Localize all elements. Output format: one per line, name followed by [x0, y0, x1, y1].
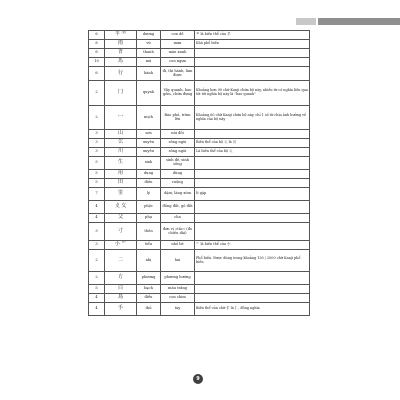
stroke-count-cell: 3 — [89, 241, 105, 250]
meaning-cell: sinh đẻ, sinh sống — [161, 157, 195, 170]
reading-cell: thốn — [137, 223, 161, 241]
kanji-character-cell: 二 — [105, 250, 137, 272]
table-row — [89, 201, 310, 214]
stroke-count-cell: 5 — [89, 170, 105, 179]
stroke-count-cell: 2 — [89, 106, 105, 130]
note-cell: Khá phổ biến — [195, 40, 310, 49]
kanji-character-cell: 用 — [105, 170, 137, 179]
meaning-cell: con ngựa — [161, 58, 195, 67]
stroke-count-cell: 6 — [89, 31, 105, 40]
table-row — [89, 157, 310, 170]
reading-cell: phương — [137, 272, 161, 285]
reading-cell: mịch — [137, 106, 161, 130]
note-cell: Biến thể của chữ 手 là 扌, đồng nghĩa — [195, 303, 310, 316]
kanji-character-cell: 父 — [105, 214, 137, 223]
reading-cell: thanh — [137, 49, 161, 58]
meaning-cell: tay — [161, 303, 195, 316]
kanji-character-cell: 攴 攵 — [105, 201, 137, 214]
note-cell — [195, 223, 310, 241]
table-row — [89, 81, 310, 106]
reading-cell: tiểu — [137, 241, 161, 250]
meaning-cell: phương hướng — [161, 272, 195, 285]
note-cell — [195, 294, 310, 303]
meaning-cell: ruộng — [161, 179, 195, 188]
note-cell — [195, 49, 310, 58]
meaning-cell: nhỏ bé — [161, 241, 195, 250]
meaning-cell: Bao phủ, trùm lên — [161, 106, 195, 130]
table-row — [89, 250, 310, 272]
reading-cell: xuyên — [137, 139, 161, 148]
stroke-count-cell: 3 — [89, 223, 105, 241]
kanji-character-cell: 白 — [105, 285, 137, 294]
meaning-cell: đồng đất, gõ đất — [161, 201, 195, 214]
reading-cell: phộc — [137, 201, 161, 214]
reading-cell: sơn — [137, 130, 161, 139]
meaning-cell: núi đồi — [161, 130, 195, 139]
stroke-count-cell: 7 — [89, 188, 105, 201]
table-row — [89, 31, 310, 40]
reading-cell: nhị — [137, 250, 161, 272]
meaning-cell: cha — [161, 214, 195, 223]
note-cell — [195, 201, 310, 214]
table-row — [89, 179, 310, 188]
kanji-character-cell: 小 ⺌ — [105, 241, 137, 250]
reading-cell: dụng — [137, 170, 161, 179]
table-row — [89, 241, 310, 250]
kanji-character-cell: 寸 — [105, 223, 137, 241]
note-cell — [195, 130, 310, 139]
note-cell — [195, 214, 310, 223]
kanji-character-cell: 鳥 — [105, 294, 137, 303]
note-cell — [195, 58, 310, 67]
kanji-character-cell: 手 — [105, 303, 137, 316]
header-tab-light — [296, 18, 316, 25]
meaning-cell: sông ngòi — [161, 148, 195, 157]
table-row — [89, 285, 310, 294]
reading-cell: lý — [137, 188, 161, 201]
kanji-character-cell: 巛 — [105, 139, 137, 148]
kanji-character-cell: 生 — [105, 157, 137, 170]
table-row — [89, 106, 310, 130]
table-row — [89, 223, 310, 241]
kanji-radical-table — [88, 30, 310, 316]
reading-cell: hành — [137, 67, 161, 81]
stroke-count-cell: 10 — [89, 58, 105, 67]
stroke-count-cell: 4 — [89, 201, 105, 214]
stroke-count-cell: 5 — [89, 285, 105, 294]
stroke-count-cell: 4 — [89, 303, 105, 316]
kanji-character-cell: 方 — [105, 272, 137, 285]
note-cell: Biến thể của bộ 巛 là 川 — [195, 139, 310, 148]
table-row — [89, 303, 310, 316]
meaning-cell: Vây quanh, bao gồm, chứa đựng — [161, 81, 195, 106]
stroke-count-cell: 5 — [89, 179, 105, 188]
meaning-cell: mưa — [161, 40, 195, 49]
meaning-cell: con dê — [161, 31, 195, 40]
note-cell: Khoảng 60 chữ Kanji chứa bộ này, chỉ 1 số từ chịu ảnh hưởng về nghĩa của bộ này — [195, 106, 310, 130]
meaning-cell: màu xanh — [161, 49, 195, 58]
reading-cell: thủ — [137, 303, 161, 316]
table-row — [89, 214, 310, 223]
kanji-character-cell: 馬 — [105, 58, 137, 67]
header-tabs — [0, 0, 400, 30]
meaning-cell: đơn vị «tấc» (đo chiều dài) — [161, 223, 195, 241]
note-cell — [195, 157, 310, 170]
table-row — [89, 272, 310, 285]
note-cell — [195, 179, 310, 188]
reading-cell: xuyên — [137, 148, 161, 157]
table-row — [89, 139, 310, 148]
note-cell: Là biến thể của bộ 巛 — [195, 148, 310, 157]
note-cell — [195, 285, 310, 294]
note-cell: ⺌ là biến thể của 小 — [195, 241, 310, 250]
kanji-character-cell: 青 — [105, 49, 137, 58]
stroke-count-cell: 3 — [89, 130, 105, 139]
table-row — [89, 148, 310, 157]
table-row — [89, 58, 310, 67]
table-row — [89, 294, 310, 303]
stroke-count-cell: 4 — [89, 214, 105, 223]
kanji-character-cell: 田 — [105, 179, 137, 188]
header-tab-dark — [318, 18, 400, 25]
stroke-count-cell: 8 — [89, 49, 105, 58]
stroke-count-cell: 2 — [89, 81, 105, 106]
kanji-character-cell: 羊 ⺷ — [105, 31, 137, 40]
stroke-count-cell: 2 — [89, 272, 105, 285]
table-row — [89, 40, 310, 49]
meaning-cell: dặm; làng xóm — [161, 188, 195, 201]
kanji-character-cell: 冂 — [105, 81, 137, 106]
note-cell — [195, 272, 310, 285]
reading-cell: điền — [137, 179, 161, 188]
kanji-character-cell: 里 — [105, 188, 137, 201]
table-row — [89, 67, 310, 81]
meaning-cell: dùng — [161, 170, 195, 179]
kanji-character-cell: 雨 — [105, 40, 137, 49]
note-cell — [195, 67, 310, 81]
stroke-count-cell: 8 — [89, 40, 105, 49]
note-cell — [195, 170, 310, 179]
note-cell: Khoảng hơn 90 chữ Kanji chứa bộ này, nhiều từ có nghĩa liên qua tới tới nghĩa bộ này là "bao quanh" — [195, 81, 310, 106]
reading-cell: mã — [137, 58, 161, 67]
reading-cell: dương — [137, 31, 161, 40]
table-row — [89, 130, 310, 139]
stroke-count-cell: 4 — [89, 294, 105, 303]
note-cell: ⺷ là biến thể của 羊 — [195, 31, 310, 40]
meaning-cell: sông ngòi — [161, 139, 195, 148]
kanji-character-cell: 行 — [105, 67, 137, 81]
page-number-badge: 9 — [193, 374, 203, 384]
stroke-count-cell: 5 — [89, 157, 105, 170]
reading-cell: vũ — [137, 40, 161, 49]
note-cell: Ít gặp — [195, 188, 310, 201]
kanji-character-cell: 山 — [105, 130, 137, 139]
meaning-cell: hai — [161, 250, 195, 272]
meaning-cell: màu trắng — [161, 285, 195, 294]
reading-cell: điểu — [137, 294, 161, 303]
reading-cell: quynh — [137, 81, 161, 106]
reading-cell: sinh — [137, 157, 161, 170]
stroke-count-cell: 3 — [89, 148, 105, 157]
kanji-character-cell: 川 — [105, 148, 137, 157]
meaning-cell: con chim — [161, 294, 195, 303]
meaning-cell: đi, thi hành, làm được — [161, 67, 195, 81]
kanji-character-cell: 冖 — [105, 106, 137, 130]
table-row — [89, 170, 310, 179]
stroke-count-cell: 2 — [89, 250, 105, 272]
reading-cell: phụ — [137, 214, 161, 223]
note-cell: Phổ biến. Được dùng trong khoảng 130 / 2000 chữ Kanji phổ biến — [195, 250, 310, 272]
table-row — [89, 188, 310, 201]
reading-cell: bạch — [137, 285, 161, 294]
stroke-count-cell: 6 — [89, 67, 105, 81]
table-row — [89, 49, 310, 58]
stroke-count-cell: 3 — [89, 139, 105, 148]
